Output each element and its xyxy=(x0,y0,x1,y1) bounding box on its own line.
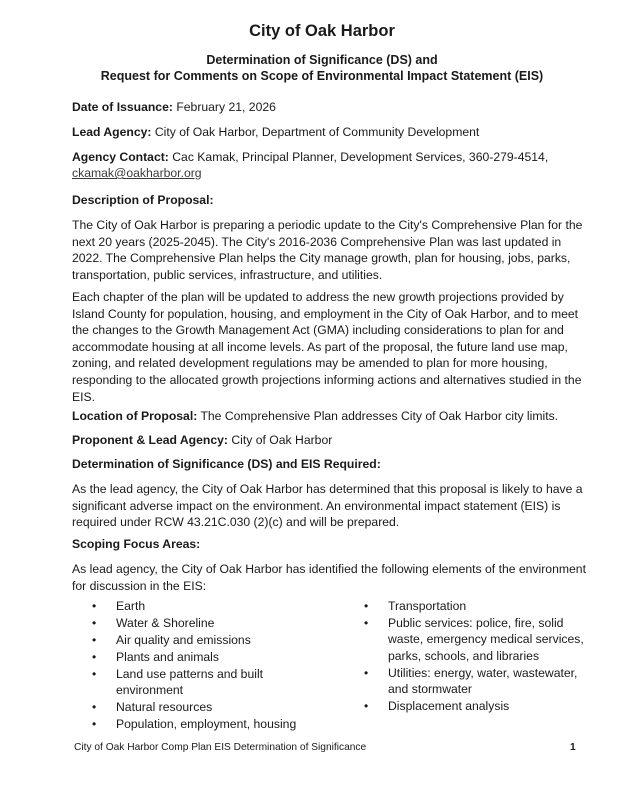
description-paragraph-1 xyxy=(72,217,583,283)
paragraph-line: EIS. xyxy=(72,389,96,404)
paragraph-line: As lead agency, the City of Oak Harbor has identified the following elements of the environment xyxy=(72,562,586,576)
bullet-icon: • xyxy=(92,667,97,681)
paragraph-line: As the lead agency, the City of Oak Harbor has determined that this proposal is likely to have a xyxy=(72,482,583,496)
document-subtitle-line2: Request for Comments on Scope of Environmental Impact Statement (EIS) xyxy=(100,69,544,83)
scoping-item-line: Land use patterns and built xyxy=(116,667,264,681)
paragraph-line: 2022. The Comprehensive Plan helps the City manage growth, plan for housing, jobs, parks, xyxy=(72,251,571,266)
scoping-list-item xyxy=(364,615,604,664)
scoping-item-text xyxy=(116,649,332,665)
scoping-list-item xyxy=(92,716,332,732)
date-of-issuance xyxy=(72,100,276,114)
bullet-icon: • xyxy=(92,616,97,630)
scoping-list-item xyxy=(364,665,604,698)
proponent-value: City of Oak Harbor xyxy=(231,433,333,447)
scoping-item-line: Air quality and emissions xyxy=(116,633,251,647)
agency-contact-email-row xyxy=(72,166,202,180)
paragraph-line: The City of Oak Harbor is preparing a periodic update to the City's Comprehensive Plan for the xyxy=(72,218,583,232)
scoping-item-text xyxy=(116,699,332,715)
date-of-issuance-label: Date of Issuance: xyxy=(72,100,173,114)
scoping-item-line: Transportation xyxy=(388,599,467,613)
paragraph-line: required under RCW 43.21C.030 (2)(c) and will be prepared. xyxy=(72,515,400,530)
description-paragraph-2 xyxy=(72,289,582,405)
scoping-item-line: Water & Shoreline xyxy=(116,616,215,630)
scoping-item-text xyxy=(388,665,604,698)
document-subtitle-line1: Determination of Significance (DS) and xyxy=(206,53,438,67)
bullet-icon: • xyxy=(364,699,369,714)
scoping-item-line: Population, employment, housing xyxy=(116,717,297,732)
scoping-item-line: waste, emergency medical services, xyxy=(388,632,584,647)
scoping-item-line: and stormwater xyxy=(388,682,472,697)
scoping-item-line: Utilities: energy, water, wastewater, xyxy=(388,665,578,680)
bullet-icon: • xyxy=(92,700,97,715)
paragraph-line: zoning, and related development regulations may be amended to plan for more housing, xyxy=(72,356,548,371)
scoping-list-item xyxy=(92,699,332,715)
agency-contact xyxy=(72,150,548,164)
document-title: City of Oak Harbor xyxy=(249,22,395,40)
scoping-intro xyxy=(72,561,586,594)
scoping-item-line: Public services: police, fire, solid xyxy=(388,616,564,630)
scoping-list-left xyxy=(92,598,332,733)
location-label: Location of Proposal: xyxy=(72,409,198,423)
bullet-icon: • xyxy=(364,599,369,613)
bullet-icon: • xyxy=(364,616,369,630)
lead-agency-label: Lead Agency: xyxy=(72,125,152,139)
paragraph-line: significant adverse impact on the environment. An environmental impact statement (EIS) is xyxy=(72,498,561,513)
scoping-list-right xyxy=(364,598,604,715)
location-value: The Comprehensive Plan addresses City of Oak Harbor city limits. xyxy=(200,409,559,423)
paragraph-line: Island County for population, housing, and employment in the City of Oak Harbor, and to meet xyxy=(72,306,579,321)
scoping-item-text xyxy=(388,698,604,714)
scoping-item-text xyxy=(116,615,332,631)
agency-contact-email-link[interactable]: ckamak@oakharbor.org xyxy=(72,166,202,180)
scoping-item-line: Displacement analysis xyxy=(388,699,510,714)
proponent-label: Proponent & Lead Agency: xyxy=(72,433,228,447)
scoping-item-text xyxy=(388,598,604,614)
description-heading: Description of Proposal: xyxy=(72,193,214,207)
scoping-list-item xyxy=(364,598,604,614)
determination-paragraph xyxy=(72,481,583,531)
paragraph-line: the changes to the Growth Management Act (GMA) including considerations to plan for and xyxy=(72,323,564,338)
page-number: 1 xyxy=(570,742,576,753)
bullet-icon: • xyxy=(364,665,369,680)
determination-heading: Determination of Significance (DS) and EIS Required: xyxy=(72,457,381,471)
scoping-item-text xyxy=(116,666,332,699)
date-of-issuance-value: February 21, 2026 xyxy=(176,100,276,114)
proponent-lead-agency xyxy=(72,433,332,447)
location-of-proposal xyxy=(72,409,558,423)
scoping-list-item xyxy=(92,615,332,631)
footer-text: City of Oak Harbor Comp Plan EIS Determination of Significance xyxy=(74,742,367,753)
scoping-item-text xyxy=(116,632,332,648)
paragraph-line: transportation, public services, infrastructure, and utilities. xyxy=(72,267,383,282)
scoping-list-item xyxy=(92,632,332,648)
scoping-item-line: Plants and animals xyxy=(116,650,219,664)
scoping-item-text xyxy=(116,716,332,732)
paragraph-line: next 20 years (2025-2045). The City's 2016-2036 Comprehensive Plan was last updated in xyxy=(72,234,562,249)
paragraph-line: for discussion in the EIS: xyxy=(72,578,207,593)
bullet-icon: • xyxy=(92,633,97,647)
scoping-list-item xyxy=(92,598,332,614)
paragraph-line: accommodate housing at all income levels. As part of the proposal, the future land use map, xyxy=(72,339,568,354)
bullet-icon: • xyxy=(92,717,97,732)
scoping-list-item xyxy=(92,666,332,699)
agency-contact-value: Cac Kamak, Principal Planner, Development Services, 360-279-4514, xyxy=(172,150,549,164)
scoping-item-line: Earth xyxy=(116,599,146,613)
scoping-list-item xyxy=(92,649,332,665)
scoping-item-line: Natural resources xyxy=(116,700,213,715)
scoping-heading: Scoping Focus Areas: xyxy=(72,537,201,551)
lead-agency xyxy=(72,125,479,139)
agency-contact-label: Agency Contact: xyxy=(72,150,169,164)
scoping-item-text xyxy=(388,615,604,664)
bullet-icon: • xyxy=(92,650,97,664)
scoping-item-line: parks, schools, and libraries xyxy=(388,648,540,663)
scoping-list-item xyxy=(364,698,604,714)
paragraph-line: responding to the allocated growth projections informing actions and alternatives studied in the xyxy=(72,372,582,387)
bullet-icon: • xyxy=(92,599,97,613)
lead-agency-value: City of Oak Harbor, Department of Community Development xyxy=(154,125,480,139)
paragraph-line: Each chapter of the plan will be updated to address the new growth projections provided by xyxy=(72,290,564,304)
scoping-item-text xyxy=(116,598,332,614)
scoping-item-line: environment xyxy=(116,683,184,698)
